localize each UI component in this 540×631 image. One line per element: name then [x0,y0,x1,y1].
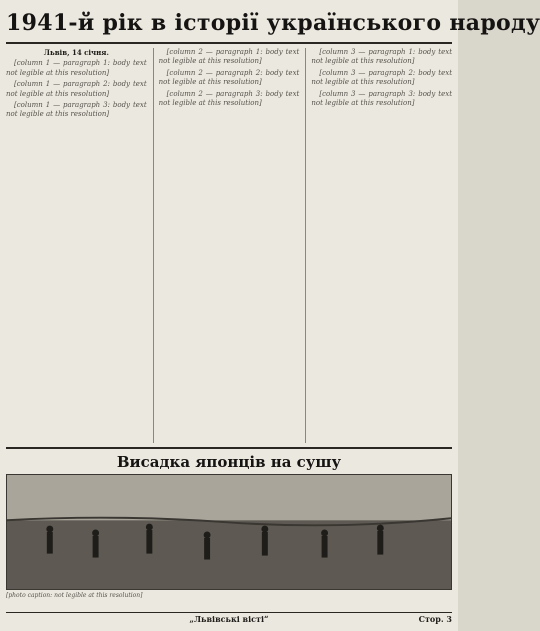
page-number: Стор. 3 [418,614,452,624]
photo-caption: [photo caption: not legible at this resolution] [6,592,143,599]
article-paragraph: [column 1 — paragraph 3: body text not legible at this resolution] [6,101,147,119]
photo-headline: Висадка японців на сушу [116,453,342,471]
article-paragraph: [column 1 — paragraph 1: body text not legible at this resolution] [6,59,147,77]
photo-sky [7,475,451,520]
article-paragraph: [column 3 — paragraph 3: body text not legible at this resolution] [311,89,453,108]
photo-section [6,447,452,612]
article-body [6,48,452,443]
dateline: Львів, 14 січня. [43,48,109,57]
article-paragraph: [column 1 — paragraph 2: body text not legible at this resolution] [6,80,147,98]
article-paragraph: [column 2 — paragraph 3: body text not legible at this resolution] [158,89,300,108]
article-column-2 [153,48,300,443]
article-column-3 [305,48,452,443]
landing-photo-image [6,474,452,590]
photo-ground [7,520,451,589]
article-paragraph: [column 3 — paragraph 2: body text not legible at this resolution] [311,68,453,87]
masthead-headline: 1941-й рік в історії українського народу [6,4,452,44]
article-paragraph: [column 2 — paragraph 2: body text not legible at this resolution] [158,68,300,87]
newspaper-name: „Львівські вісті“ [189,614,269,624]
article-column-1 [6,48,147,443]
article-paragraph: [column 2 — paragraph 1: body text not legible at this resolution] [158,48,300,66]
page-footer [6,612,452,627]
article-paragraph: [column 3 — paragraph 1: body text not legible at this resolution] [311,48,453,66]
